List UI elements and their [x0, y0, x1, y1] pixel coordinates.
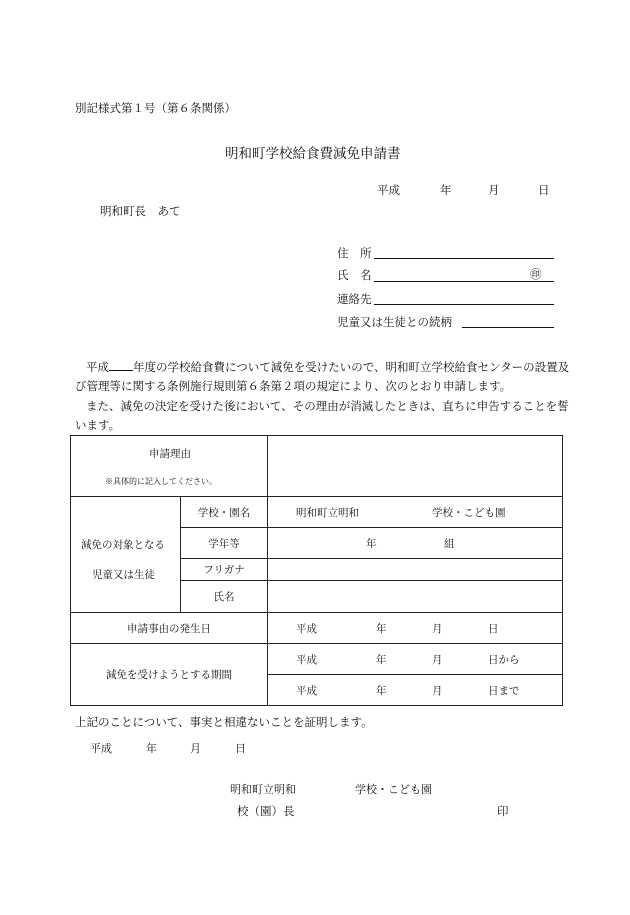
period-until-input[interactable] [268, 675, 563, 706]
school-prefix: 明和町立明和 [296, 507, 359, 519]
target-label-cell [71, 497, 181, 613]
principal-label: 校（園）長 [237, 804, 295, 818]
student-name-label: 氏名 [181, 581, 268, 613]
target-label-1: 減免の対象となる [81, 539, 165, 551]
date-month: 月 [488, 183, 500, 197]
period-from-input[interactable] [268, 644, 563, 675]
grade-input[interactable] [268, 528, 563, 559]
furigana-input[interactable] [268, 559, 563, 581]
application-table [70, 435, 563, 706]
occurrence-era: 平成 [296, 623, 317, 635]
name-label: 氏 名 [337, 268, 372, 282]
cert-school-prefix: 明和町立明和 [230, 783, 296, 796]
seal-mark: ㊞ [530, 267, 542, 281]
fiscal-year-field[interactable] [109, 358, 133, 371]
school-suffix: 学校・こども園 [432, 507, 506, 519]
name-field[interactable] [374, 281, 554, 282]
reason-row [71, 436, 563, 497]
school-row [71, 497, 563, 528]
occurrence-month: 月 [432, 623, 443, 635]
contact-label: 連絡先 [337, 292, 372, 306]
reason-label-cell [71, 436, 268, 497]
grade-year: 年 [366, 538, 377, 550]
period-from-era: 平成 [296, 654, 317, 666]
body-line-1: 年度の学校給食費について減免を受けたいので、明和町立学校給食センターの設置及 [133, 360, 570, 374]
student-name-input[interactable] [268, 581, 563, 613]
occurrence-year: 年 [376, 623, 387, 635]
date-year: 年 [440, 183, 452, 197]
period-from-row [71, 644, 563, 675]
occurrence-day: 日 [488, 623, 499, 635]
relation-label: 児童又は生徒との続柄 [337, 315, 452, 329]
cert-month: 月 [190, 742, 201, 755]
certification-statement: 上記のことについて、事実と相違ないことを証明します。 [75, 715, 373, 729]
address-field[interactable] [374, 258, 554, 259]
cert-era: 平成 [90, 742, 112, 755]
date-day: 日 [538, 183, 550, 197]
form-number: 別記様式第１号（第６条関係） [75, 101, 236, 115]
period-from-year: 年 [376, 654, 387, 666]
contact-field[interactable] [374, 304, 554, 305]
grade-label: 学年等 [181, 528, 268, 559]
occurrence-date-input[interactable] [268, 613, 563, 644]
reason-label: 申請理由 [149, 448, 191, 460]
cert-school-suffix: 学校・こども園 [355, 783, 432, 796]
target-label-2: 児童又は生徒 [92, 569, 155, 581]
date-era: 平成 [377, 183, 400, 197]
address-label: 住 所 [337, 246, 372, 260]
period-from-day: 日から [488, 654, 520, 666]
school-input[interactable] [268, 497, 563, 528]
relation-field[interactable] [462, 327, 554, 328]
period-until-year: 年 [376, 685, 387, 697]
body-line-4: います。 [75, 418, 121, 432]
addressee: 明和町長 あて [100, 204, 181, 218]
body-era: 平成 [86, 360, 109, 374]
period-until-era: 平成 [296, 685, 317, 697]
occurrence-row [71, 613, 563, 644]
reason-note: ※具体的に記入してください。 [105, 477, 217, 486]
body-line-2: び管理等に関する条例施行規則第６条第２項の規定により、次のとおり申請します。 [75, 379, 512, 393]
cert-year: 年 [146, 742, 157, 755]
occurrence-label: 申請事由の発生日 [71, 613, 268, 644]
reason-input[interactable] [268, 436, 563, 497]
period-until-month: 月 [432, 685, 443, 697]
principal-seal: 印 [497, 804, 509, 818]
period-label: 減免を受けようとする期間 [71, 644, 268, 706]
cert-day: 日 [235, 742, 246, 755]
school-label: 学校・園名 [181, 497, 268, 528]
body-line-3: また、減免の決定を受けた後において、その理由が消滅したときは、直ちに申告することを誓 [86, 399, 569, 413]
grade-class: 組 [444, 538, 455, 550]
period-until-day: 日まで [488, 685, 520, 697]
period-from-month: 月 [432, 654, 443, 666]
furigana-label: フリガナ [181, 559, 268, 581]
page-title: 明和町学校給食費減免申請書 [225, 146, 401, 162]
